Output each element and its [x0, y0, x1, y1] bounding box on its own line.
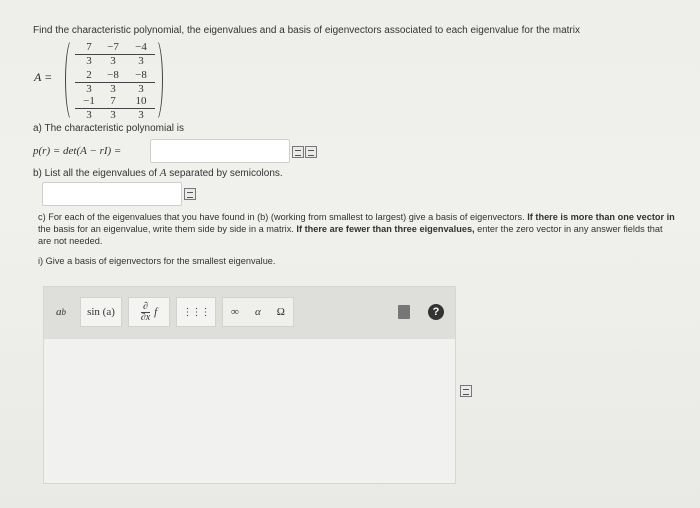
matrix-cell: $\frac{7}{3}$ [75, 42, 103, 67]
infinity-button[interactable]: ∞ [231, 306, 239, 318]
matrix-label: A = [34, 70, 53, 84]
partial-derivative-button[interactable]: ∂ ∂x f [128, 297, 170, 327]
char-poly-formula: p(r) = det(A − rI) = [33, 145, 122, 157]
question-text: Find the characteristic polynomial, the eigenvalues and a basis of eigenvectors associated to each eigenvalue for the matrix [33, 25, 580, 36]
omega-button[interactable]: Ω [276, 306, 285, 318]
part-c-line1: c) For each of the eigenvalues that you have found in (b) (working from smallest to largest) give a basis of eigenvectors. If there is more than one vector in [38, 212, 675, 222]
help-icon[interactable]: ? [428, 304, 444, 320]
part-c-sub-i: i) Give a basis of eigenvectors for the smallest eigenvalue. [38, 256, 276, 266]
matrix-cell: $\frac{10}{3}$ [127, 96, 155, 121]
matrix-button[interactable]: ⋮⋮⋮ [176, 297, 216, 327]
power-button[interactable]: a b [56, 306, 66, 318]
equation-editor-icon[interactable] [305, 146, 317, 158]
preview-icon[interactable] [292, 146, 304, 158]
trash-icon[interactable] [398, 305, 410, 319]
part-b-label: b) List all the eigenvalues of A separated by semicolons. [33, 167, 283, 179]
editor-input-area[interactable] [44, 339, 455, 483]
preview-icon[interactable] [460, 385, 472, 397]
alpha-button[interactable]: α [254, 306, 261, 318]
eigenvalues-input[interactable] [42, 182, 182, 206]
symbols-group [222, 297, 294, 327]
part-c-line3: are not needed. [38, 236, 103, 246]
matrix-cell: $\frac{7}{3}$ [99, 96, 127, 121]
matrix-cell: $\frac{2}{3}$ [75, 70, 103, 95]
matrix-cell: $\frac{-4}{3}$ [127, 42, 155, 67]
matrix-cell: $\frac{-7}{3}$ [99, 42, 127, 67]
part-c-line2: the basis for an eigenvalue, write them side by side in a matrix. If there are fewer than three eigenvalues, enter the zero vector in any answer fields that [38, 224, 663, 234]
equation-editor-icon[interactable] [184, 188, 196, 200]
matrix-cell: $\frac{-8}{3}$ [99, 70, 127, 95]
editor-toolbar [44, 287, 455, 340]
matrix-cell: $\frac{-8}{3}$ [127, 70, 155, 95]
matrix-cell: $\frac{-1}{3}$ [75, 96, 103, 121]
sin-button[interactable]: sin (a) [80, 297, 122, 327]
equation-editor [43, 286, 456, 484]
char-poly-input[interactable] [150, 139, 290, 163]
part-a-label: a) The characteristic polynomial is [33, 123, 184, 134]
